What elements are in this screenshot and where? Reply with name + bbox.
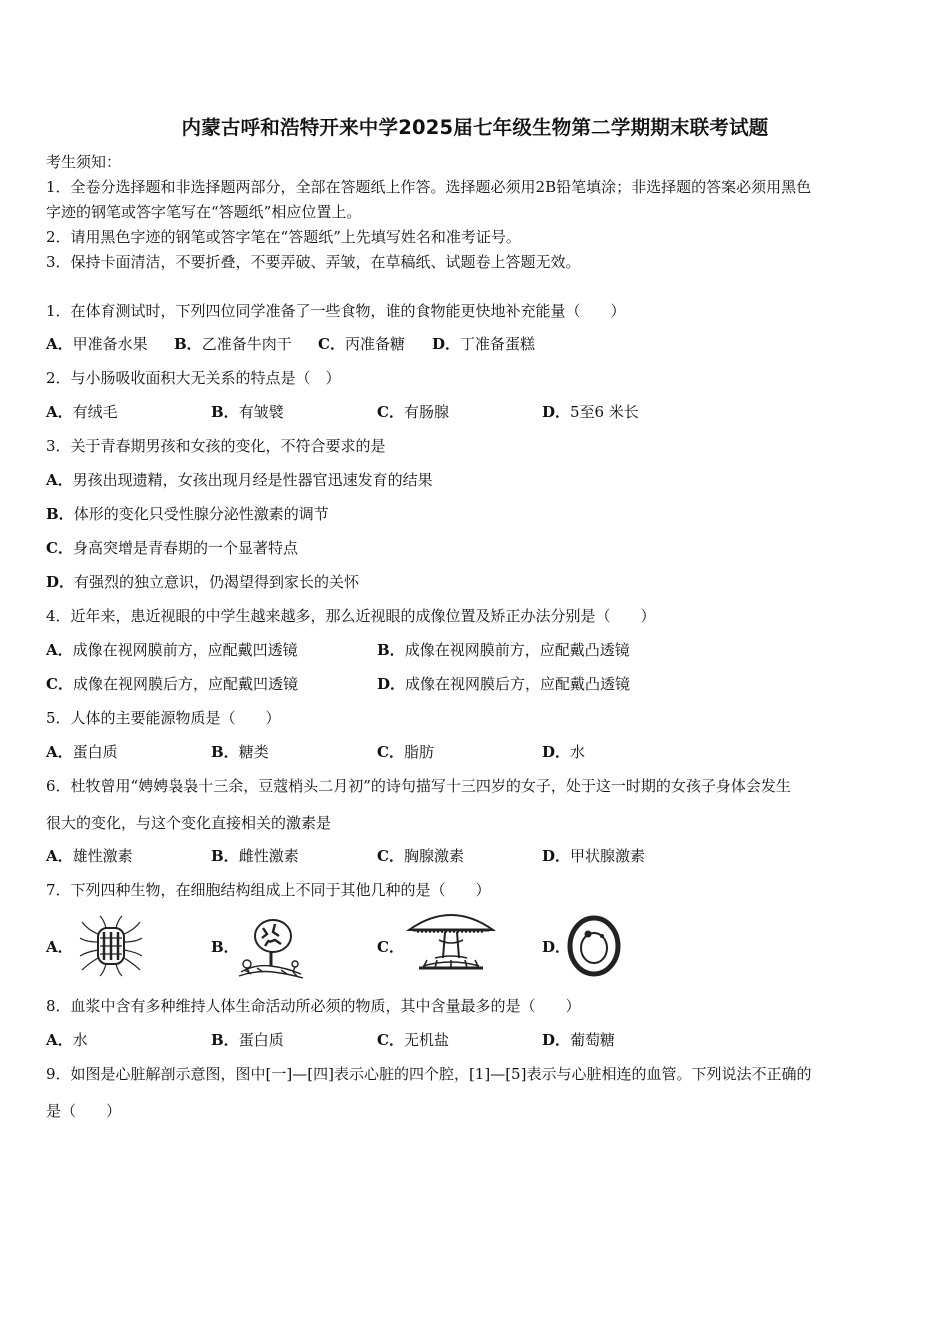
option-d[interactable] [542,1030,615,1050]
option-label: C． [377,403,404,421]
exam-title: 内蒙古呼和浩特开来中学2025届七年级生物第二学期期末联考试题 [181,116,769,139]
option-label: B． [211,403,239,421]
option-a[interactable] [46,912,196,980]
yeast-cell-icon [566,912,622,980]
option-text: 有绒毛 [72,403,118,421]
option-c[interactable] [377,1030,449,1050]
option-a[interactable] [46,470,433,490]
option-c[interactable] [377,912,527,980]
option-label: B． [211,743,239,761]
option-text: 甲准备水果 [72,335,148,353]
mold-icon [235,912,307,980]
option-label: A． [46,1031,73,1049]
option-label: B． [46,505,74,523]
option-text: 有肠腺 [403,403,449,421]
question-3-stem: 3．关于青春期男孩和女孩的变化，不符合要求的是 [46,437,386,455]
option-text: 丁准备蛋糕 [460,335,536,353]
option-text: 甲状腺激素 [570,847,646,865]
option-label: B． [211,1031,239,1049]
option-label: A． [46,641,73,659]
option-label: A． [46,403,73,421]
option-b[interactable] [211,912,361,980]
option-text: 有强烈的独立意识，仍渴望得到家长的关怀 [74,573,360,591]
option-text: 成像在视网膜前方，应配戴凸透镜 [404,641,630,659]
option-text: 蛋白质 [238,1031,284,1049]
option-label: A． [46,743,73,761]
option-label: B． [377,641,405,659]
notice-item-1-cont: 字迹的钢笔或答字笔写在“答题纸”相应位置上。 [46,203,362,221]
option-c[interactable] [377,402,449,422]
option-b[interactable] [377,640,630,660]
option-label: B． [211,938,239,956]
notice-item-2: 2．请用黑色字迹的钢笔或答字笔在“答题纸”上先填写姓名和准考证号。 [46,228,521,246]
notice-heading: 考生须知： [46,153,122,171]
option-label: B． [211,847,239,865]
option-d[interactable] [542,846,645,866]
option-b[interactable] [211,742,269,762]
option-a[interactable] [46,640,298,660]
question-1-stem: 1．在体育测试时，下列四位同学准备了一些食物，谁的食物能更快地补充能量（ ） [46,302,626,320]
notice-item-1: 1．全卷分选择题和非选择题两部分，全部在答题纸上作答。选择题必须用2B铅笔填涂；非选择题的答案必须用黑色 [46,178,812,196]
option-text: 水 [72,1031,88,1049]
notice-item-3: 3．保持卡面清洁，不要折叠，不要弄破、弄皱，在草稿纸、试题卷上答题无效。 [46,253,581,271]
option-a[interactable] [46,1030,88,1050]
option-label: D． [432,335,461,353]
option-c[interactable] [377,846,464,866]
option-label: D． [377,675,406,693]
question-7-stem: 7．下列四种生物，在细胞结构组成上不同于其他几种的是（ ） [46,881,491,899]
mushroom-icon [405,906,497,972]
question-8-options [46,1030,916,1050]
option-a[interactable] [46,334,148,354]
option-label: C． [377,1031,404,1049]
option-b[interactable] [46,504,329,524]
question-6-stem: 6．杜牧曾用“娉娉袅袅十三余，豆蔻梢头二月初”的诗句描写十三四岁的女子，处于这一时期的女孩子身体会发生 [46,777,791,795]
option-text: 5至6 米长 [570,403,639,421]
option-label: A． [46,847,73,865]
option-label: A． [46,471,73,489]
option-label: D． [542,938,571,956]
option-label: C． [377,847,404,865]
question-5-options [46,742,916,762]
option-label: A． [46,938,73,956]
question-4-stem: 4．近年来，患近视眼的中学生越来越多，那么近视眼的成像位置及矫正办法分别是（ ） [46,607,656,625]
option-text: 脂肪 [403,743,434,761]
option-text: 蛋白质 [72,743,118,761]
option-label: D． [46,573,75,591]
option-label: D． [542,847,571,865]
question-8-stem: 8．血浆中含有多种维持人体生命活动所必须的物质，其中含量最多的是（ ） [46,997,581,1015]
question-1-options [46,334,916,354]
option-text: 成像在视网膜前方，应配戴凹透镜 [72,641,298,659]
option-c[interactable] [46,538,298,558]
option-c[interactable] [318,334,405,354]
option-a[interactable] [46,846,133,866]
option-label: C． [46,539,73,557]
option-d[interactable] [432,334,535,354]
option-label: C． [377,743,404,761]
option-label: D． [542,403,571,421]
question-2-stem: 2．与小肠吸收面积大无关系的特点是（ ） [46,369,341,387]
question-5-stem: 5．人体的主要能源物质是（ ） [46,709,281,727]
option-label: C． [318,335,345,353]
option-text: 丙准备糖 [344,335,405,353]
question-4-options-row1 [46,640,916,660]
option-label: D． [542,743,571,761]
option-text: 水 [570,743,586,761]
option-text: 身高突增是青春期的一个显著特点 [72,539,298,557]
option-text: 无机盐 [403,1031,449,1049]
question-2-options [46,402,916,422]
option-d[interactable] [46,572,359,592]
option-text: 雄性激素 [72,847,133,865]
option-text: 有皱襞 [238,403,284,421]
option-label: B． [174,335,202,353]
question-9-stem-cont: 是（ ） [46,1102,122,1120]
option-text: 乙准备牛肉干 [201,335,292,353]
option-c[interactable] [46,674,298,694]
question-6-options [46,846,916,866]
option-text: 体形的变化只受性腺分泌性激素的调节 [73,505,329,523]
bacterium-icon [76,912,146,980]
option-label: C． [46,675,73,693]
option-b[interactable] [174,334,292,354]
option-a[interactable] [46,402,118,422]
question-9-stem: 9．如图是心脏解剖示意图，图中[一]—[四]表示心脏的四个腔，[1]—[5]表示与心脏相连的血管。下列说法不正确的 [46,1065,812,1083]
option-c[interactable] [377,742,434,762]
option-b[interactable] [211,1030,284,1050]
option-d[interactable] [542,912,692,980]
option-b[interactable] [211,402,284,422]
option-text: 葡萄糖 [570,1031,616,1049]
option-text: 胸腺激素 [403,847,464,865]
option-text: 成像在视网膜后方，应配戴凸透镜 [405,675,631,693]
option-label: A． [46,335,73,353]
question-4-options-row2 [46,674,916,694]
option-b[interactable] [211,846,299,866]
option-d[interactable] [542,742,585,762]
question-6-stem-cont: 很大的变化，与这个变化直接相关的激素是 [46,814,332,832]
option-text: 雌性激素 [238,847,299,865]
option-label: D． [542,1031,571,1049]
option-text: 男孩出现遗精，女孩出现月经是性器官迅速发育的结果 [72,471,433,489]
option-a[interactable] [46,742,118,762]
option-d[interactable] [542,402,639,422]
option-text: 成像在视网膜后方，应配戴凹透镜 [72,675,298,693]
option-d[interactable] [377,674,630,694]
question-7-options [46,912,916,980]
option-label: C． [377,938,404,956]
option-text: 糖类 [238,743,269,761]
